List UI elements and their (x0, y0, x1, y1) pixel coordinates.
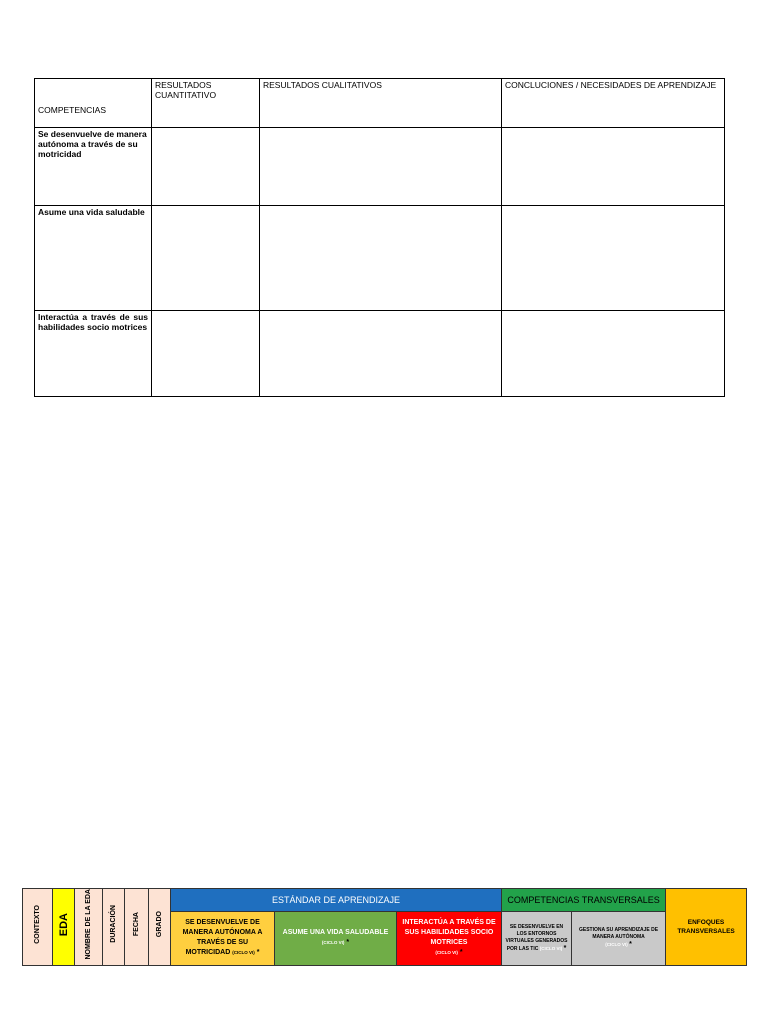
competencia-cell: Interactúa a través de sus habilidades socio motrices (35, 311, 152, 397)
header-resultados-cuantitativo: RESULTADOS CUANTITATIVO (152, 79, 260, 128)
header-conclusiones: CONCLUCIONES / NECESIDADES DE APRENDIZAJE (502, 79, 725, 128)
transversales-header: COMPETENCIAS TRANSVERSALES (502, 889, 666, 912)
asterisk: * (459, 949, 463, 957)
cuantitativo-cell[interactable] (152, 206, 260, 311)
fecha-header (125, 889, 149, 966)
header-resultados-cualitativos: RESULTADOS CUALITATIVOS (260, 79, 502, 128)
transversal-label: GESTIONA SU APRENDIZAJE DE MANERA AUTÓNOMA (578, 927, 659, 941)
header-competencias: COMPETENCIAS (35, 79, 152, 128)
transversal-autonoma-cell (572, 912, 666, 965)
ciclo-label: (CICLO VI) (605, 942, 628, 948)
competencia-cell: Se desenvuelve de manera autónoma a través de su motricidad (35, 128, 152, 206)
asterisk: * (346, 939, 350, 947)
contexto-header (23, 889, 53, 966)
table-row (35, 206, 725, 311)
table-row (35, 311, 725, 397)
transversal-label: SE DESENVUELVE EN LOS ENTORNOS VIRTUALES GENERADOS POR LAS TIC (505, 923, 568, 952)
ciclo-label: (CICLO VI) (321, 940, 345, 946)
estandar-header: ESTÁNDAR DE APRENDIZAJE (171, 889, 502, 912)
cualitativo-cell[interactable] (260, 206, 502, 311)
grado-label: GRADO (155, 911, 163, 938)
estandar-label: INTERACTÚA A TRAVÉS DE SUS HABILIDADES SOCIO MOTRICES (402, 919, 496, 947)
enfoques-header: ENFOQUES TRANSVERSALES (666, 889, 747, 966)
cuantitativo-cell[interactable] (152, 311, 260, 397)
cualitativo-cell[interactable] (260, 311, 502, 397)
asterisk: * (629, 941, 632, 949)
ciclo-label: (CICLO VI) (435, 950, 458, 956)
transversal-tic-cell (502, 912, 572, 965)
ciclo-label: (CICLO VI) (232, 950, 255, 956)
duracion-header (103, 889, 125, 966)
contexto-label: CONTEXTO (33, 904, 41, 944)
planning-table (22, 888, 747, 966)
competencia-cell: Asume una vida saludable (35, 206, 152, 311)
table-row (35, 128, 725, 206)
results-table (34, 78, 725, 397)
estandar-label: ASUME UNA VIDA SALUDABLE (282, 929, 389, 937)
cualitativo-cell[interactable] (260, 128, 502, 206)
asterisk: * (563, 944, 567, 952)
results-table-header-row (35, 79, 725, 128)
fecha-label: FECHA (132, 912, 140, 937)
eda-label: EDA (57, 912, 70, 936)
estandar-autonoma-cell (171, 912, 275, 965)
duracion-label: DURACIÓN (109, 905, 117, 944)
estandar-sociomotrices-cell (397, 912, 502, 965)
estandar-saludable-cell (275, 912, 397, 965)
conclusiones-cell[interactable] (502, 311, 725, 397)
asterisk: * (256, 949, 260, 957)
nombre-eda-header (75, 889, 103, 966)
eda-header (53, 889, 75, 966)
conclusiones-cell[interactable] (502, 206, 725, 311)
conclusiones-cell[interactable] (502, 128, 725, 206)
ciclo-label: (CICLO VI) (539, 945, 563, 951)
estandar-label: SE DESENVUELVE DE MANERA AUTÓNOMA A TRAVÉS DE SU MOTRICIDAD (182, 919, 263, 957)
planning-header-row (23, 889, 747, 912)
nombre-eda-label: NOMBRE DE LA EDA (84, 889, 92, 960)
grado-header (149, 889, 171, 966)
cuantitativo-cell[interactable] (152, 128, 260, 206)
